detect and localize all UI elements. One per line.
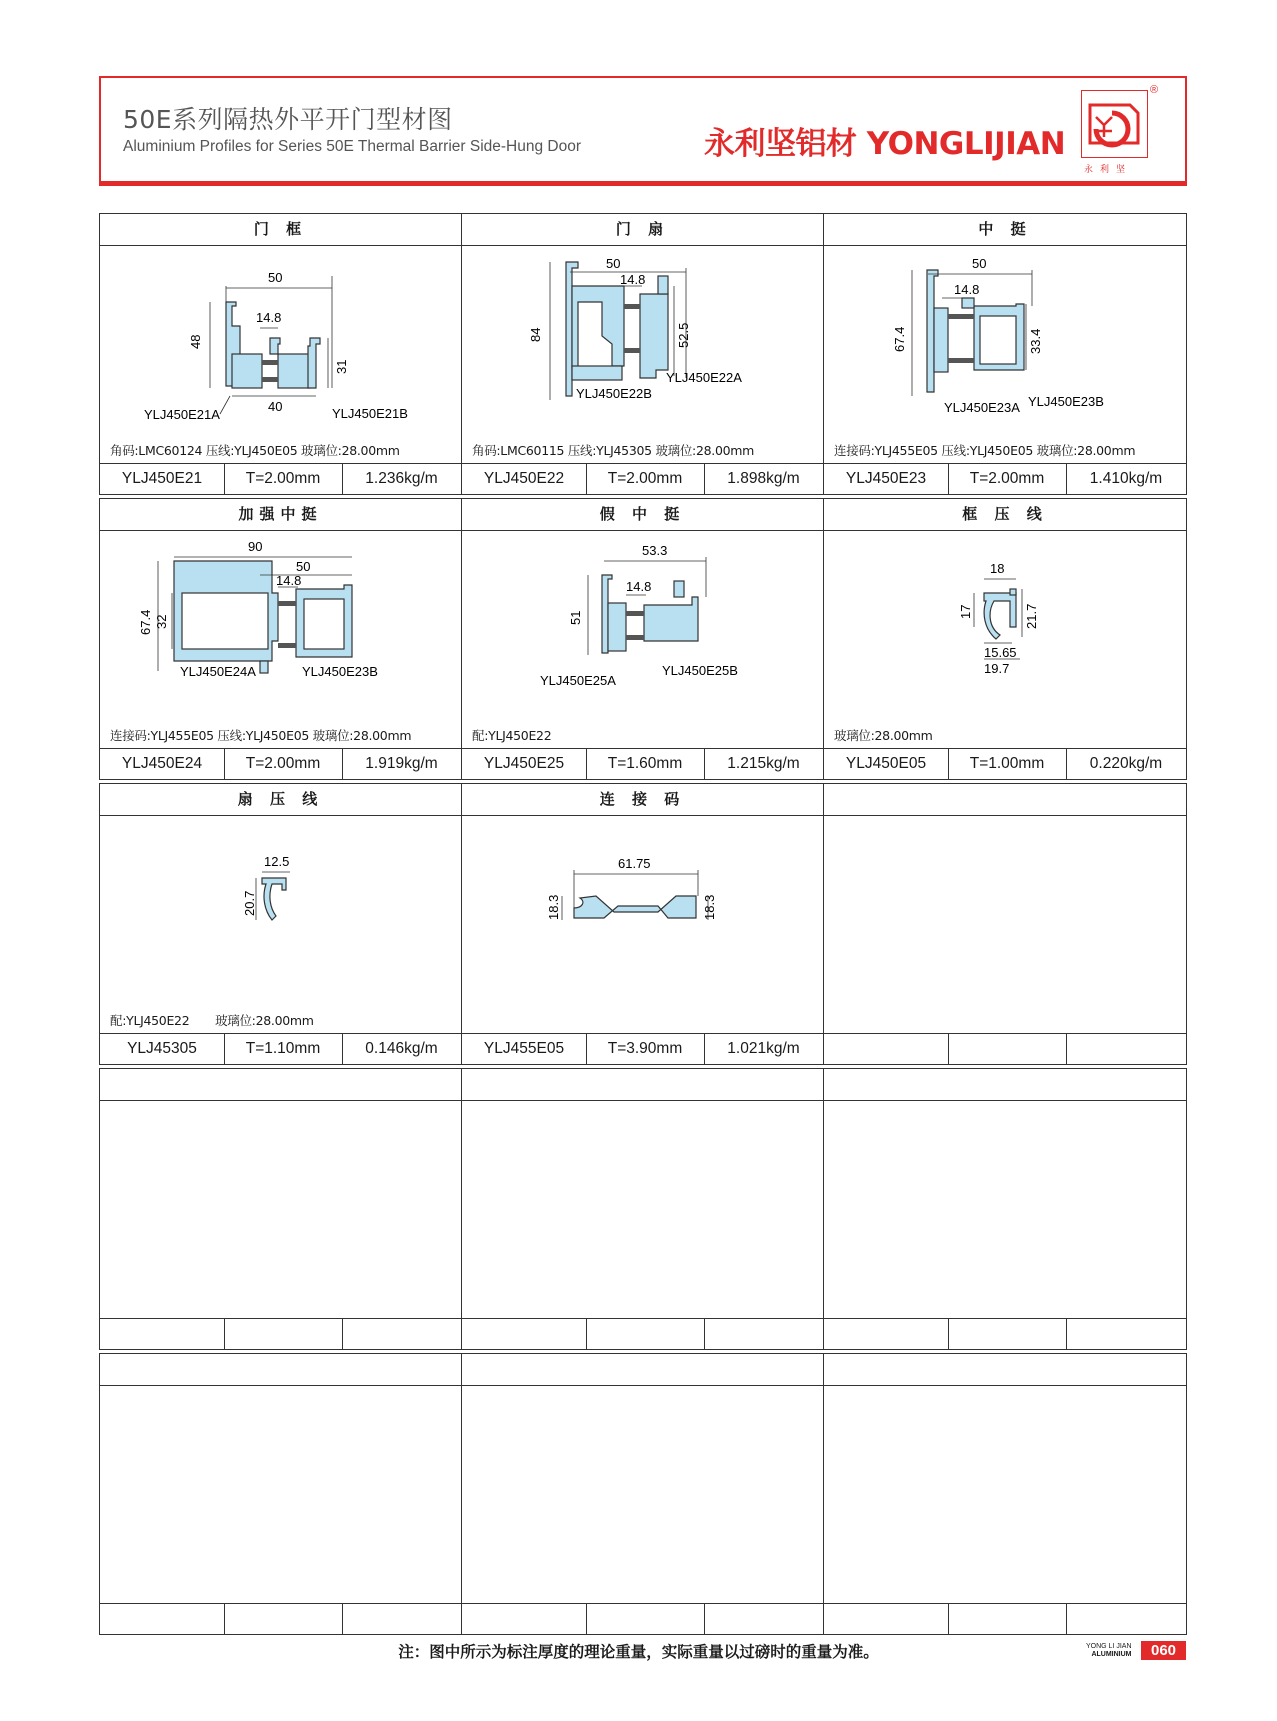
dim-width: 50 bbox=[972, 256, 987, 271]
cell-title: 加强中挺 bbox=[238, 505, 323, 523]
dim-height: 20.7 bbox=[242, 890, 257, 916]
profile-drawing-false-mullion bbox=[462, 531, 823, 716]
dim-height: 51 bbox=[568, 610, 583, 625]
logo-caption: 永利坚 bbox=[1084, 165, 1133, 175]
dim-width: 12.5 bbox=[264, 854, 290, 869]
profile-thickness: T=1.60mm bbox=[607, 755, 683, 772]
profile-note: 配:YLJ450E22 玻璃位:28.00mm bbox=[110, 1013, 314, 1028]
profile-drawing-door-sash bbox=[462, 246, 823, 431]
profile-note: 配:YLJ450E22 bbox=[472, 728, 552, 743]
profile-weight: 1.236kg/m bbox=[365, 470, 438, 487]
profile-row-2 bbox=[99, 498, 1187, 780]
cell-title bbox=[824, 784, 1186, 815]
footer-brand-line2: ALUMINIUM bbox=[1091, 1651, 1132, 1658]
footer-note: 注：图中所示为标注厚度的理论重量，实际重量以过磅时的重量为准。 bbox=[398, 1643, 879, 1661]
profile-row-1 bbox=[99, 213, 1187, 495]
profile-thickness: T=3.90mm bbox=[607, 1040, 683, 1057]
dim-width: 50 bbox=[606, 256, 621, 271]
dim-bottom: 40 bbox=[268, 399, 283, 414]
dim-height: 48 bbox=[188, 334, 203, 349]
profile-code: YLJ45305 bbox=[127, 1040, 197, 1057]
profile-drawing-reinforced-mullion bbox=[100, 531, 461, 716]
dim-bottom-2: 19.7 bbox=[984, 661, 1010, 676]
profile-code: YLJ450E22 bbox=[483, 470, 565, 487]
profile-code: YLJ450E21 bbox=[121, 470, 203, 487]
cell-title: 假 中 挺 bbox=[599, 505, 686, 523]
profile-note: 连接码:YLJ455E05 压线:YLJ450E05 玻璃位:28.00mm bbox=[834, 443, 1136, 458]
cell-title: 中 挺 bbox=[978, 220, 1032, 238]
dim-height: 17 bbox=[958, 604, 973, 619]
profile-thickness: T=1.10mm bbox=[245, 1040, 321, 1057]
dim-height: 18.3 bbox=[546, 894, 561, 920]
dim-isolator: 14.8 bbox=[626, 579, 652, 594]
empty-row-4 bbox=[99, 1068, 1187, 1350]
profile-drawing-connector bbox=[462, 816, 823, 1001]
dim-height: 67.4 bbox=[138, 609, 153, 635]
page-number: 060 bbox=[1141, 1641, 1186, 1660]
title-english: Aluminium Profiles for Series 50E Thermal Barrier Side-Hung Door bbox=[123, 138, 581, 155]
profile-code: YLJ450E05 bbox=[845, 755, 927, 772]
profile-thickness: T=2.00mm bbox=[969, 470, 1045, 487]
profile-weight: 1.215kg/m bbox=[727, 755, 800, 772]
profile-code: YLJ450E24 bbox=[121, 755, 203, 772]
brand-logo bbox=[1081, 90, 1148, 158]
profile-thickness: T=2.00mm bbox=[607, 470, 683, 487]
dim-width-2: 50 bbox=[296, 559, 311, 574]
dim-width: 61.75 bbox=[618, 856, 651, 871]
footer-brand-line1: YONG LI JIAN bbox=[1086, 1643, 1132, 1650]
profile-drawing-sash-bead bbox=[100, 816, 461, 1001]
profile-code: YLJ450E25 bbox=[483, 755, 565, 772]
cell-title: 连 接 码 bbox=[599, 790, 686, 808]
part-label-b: YLJ450E23B bbox=[1028, 394, 1104, 409]
profile-note: 角码:LMC60124 压线:YLJ450E05 玻璃位:28.00mm bbox=[110, 443, 400, 458]
part-label-b: YLJ450E23B bbox=[302, 664, 378, 679]
part-label-b: YLJ450E22B bbox=[576, 386, 652, 401]
part-label-b: YLJ450E21B bbox=[332, 406, 408, 421]
profile-thickness: T=1.00mm bbox=[969, 755, 1045, 772]
footer-brand bbox=[1086, 1643, 1132, 1659]
profile-weight: 1.410kg/m bbox=[1089, 470, 1163, 487]
page-header bbox=[99, 76, 1187, 186]
logo-icon bbox=[1082, 91, 1147, 157]
dim-height-2: 31 bbox=[334, 359, 349, 374]
profile-weight: 1.898kg/m bbox=[727, 470, 800, 487]
brand-name: 永利坚铝材 YONGLIJIAN bbox=[704, 126, 1066, 162]
dim-height-2: 32 bbox=[154, 614, 169, 629]
profile-thickness: T=2.00mm bbox=[245, 470, 321, 487]
dim-height-2: 33.4 bbox=[1028, 328, 1043, 354]
cell-title: 扇 压 线 bbox=[237, 790, 324, 808]
part-label-a: YLJ450E24A bbox=[180, 664, 256, 679]
dim-height-2: 21.7 bbox=[1024, 603, 1039, 629]
cell-title: 门 扇 bbox=[615, 220, 670, 238]
profile-row-3 bbox=[99, 783, 1187, 1065]
cell-title: 框 压 线 bbox=[962, 505, 1048, 523]
profile-code: YLJ450E23 bbox=[845, 470, 927, 487]
profile-weight: 1.919kg/m bbox=[365, 755, 438, 772]
part-label-a: YLJ450E25A bbox=[540, 673, 616, 688]
profile-thickness: T=2.00mm bbox=[245, 755, 321, 772]
cell-title: 门 框 bbox=[253, 220, 308, 238]
profile-note: 玻璃位:28.00mm bbox=[834, 728, 933, 743]
profile-code: YLJ455E05 bbox=[483, 1040, 565, 1057]
profile-drawing-door-frame bbox=[100, 246, 461, 431]
profile-drawing-mullion bbox=[824, 246, 1186, 431]
registered-mark: ® bbox=[1150, 84, 1159, 96]
part-label-a: YLJ450E21A bbox=[144, 407, 220, 422]
profile-weight: 1.021kg/m bbox=[727, 1040, 800, 1057]
dim-isolator: 14.8 bbox=[620, 272, 646, 287]
profile-weight: 0.220kg/m bbox=[1089, 755, 1163, 772]
part-label-b: YLJ450E25B bbox=[662, 663, 738, 678]
dim-width: 18 bbox=[990, 561, 1005, 576]
profile-note: 连接码:YLJ455E05 压线:YLJ450E05 玻璃位:28.00mm bbox=[110, 728, 412, 743]
dim-width: 53.3 bbox=[642, 543, 668, 558]
dim-isolator: 14.8 bbox=[954, 282, 980, 297]
dim-width: 50 bbox=[268, 270, 283, 285]
profile-note: 角码:LMC60115 压线:YLJ45305 玻璃位:28.00mm bbox=[472, 443, 755, 458]
dim-height-2: 18.3 bbox=[702, 894, 717, 920]
dim-height: 67.4 bbox=[892, 326, 907, 352]
part-label-a: YLJ450E23A bbox=[944, 400, 1020, 415]
profile-weight: 0.146kg/m bbox=[365, 1040, 438, 1057]
dim-height: 84 bbox=[528, 327, 543, 342]
dim-bottom-1: 15.65 bbox=[984, 645, 1017, 660]
dim-isolator: 14.8 bbox=[256, 310, 282, 325]
empty-row-5 bbox=[99, 1353, 1187, 1635]
part-label-a: YLJ450E22A bbox=[666, 370, 742, 385]
dim-isolator: 14.8 bbox=[276, 573, 302, 588]
profile-drawing-frame-bead bbox=[824, 531, 1186, 716]
title-chinese: 50E系列隔热外平开门型材图 bbox=[123, 105, 453, 134]
dim-height-2: 52.5 bbox=[676, 322, 691, 348]
dim-width: 90 bbox=[248, 539, 263, 554]
